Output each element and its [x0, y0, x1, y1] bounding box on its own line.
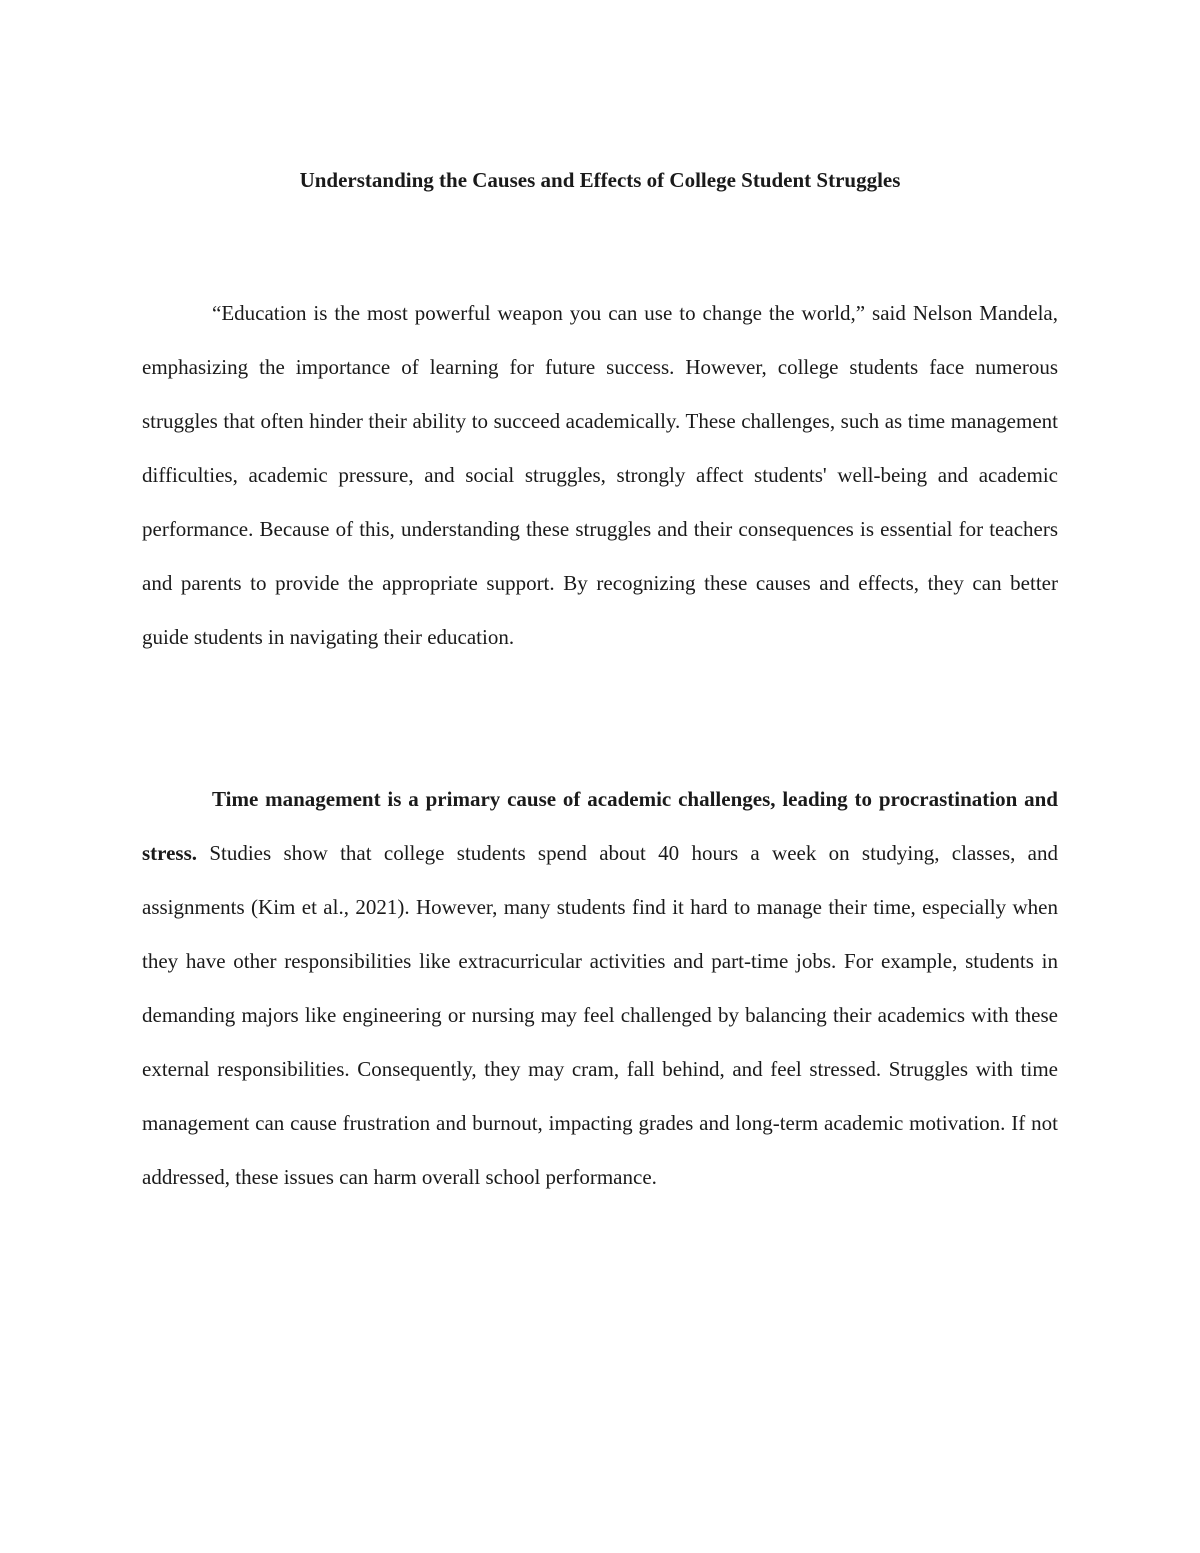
intro-paragraph: “Education is the most powerful weapon you can use to change the world,” said Nelson Mandela, emphasizing the importance of learning for future success. However, college students face numerous struggles that often hinder their ability to succeed academically. These challenges, such as time management difficulties, academic pressure, and social struggles, strongly affect students' well-being and academic performance. Because of this, understanding these struggles and their consequences is essential for teachers and parents to provide the appropriate support. By recognizing these causes and effects, they can better guide students in navigating their education.	[142, 301, 1058, 649]
body-paragraph	[142, 772, 1058, 1204]
topic-sentence: Time management is a primary cause of academic challenges, leading to procrastination and stress.	[142, 787, 1058, 865]
body-paragraph-text: Studies show that college students spend about 40 hours a week on studying, classes, and assignments (Kim et al., 2021). However, many students find it hard to manage their time, especially when they have other responsibilities like extracurricular activities and part-time jobs. For example, students in demanding majors like engineering or nursing may feel challenged by balancing their academics with these external responsibilities. Consequently, they may cram, fall behind, and feel stressed. Struggles with time management can cause frustration and burnout, impacting grades and long-term academic motivation. If not addressed, these issues can harm overall school performance.	[142, 841, 1058, 1189]
document-title: Understanding the Causes and Effects of College Student Struggles	[299, 168, 901, 192]
document-content	[142, 160, 1058, 1204]
